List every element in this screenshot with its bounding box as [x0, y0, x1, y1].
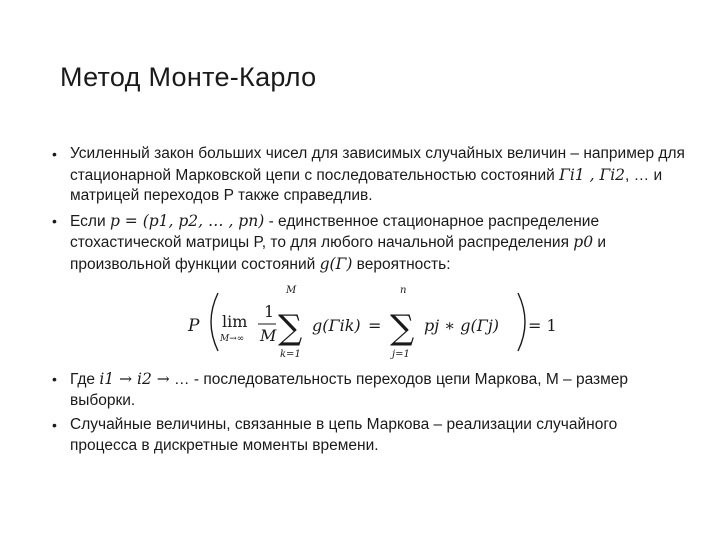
formula-lim-sub: M→∞ [220, 334, 245, 344]
bullet-2 [48, 211, 688, 276]
bullet-3-math-transitions: i1 → i2 → [99, 370, 170, 388]
sum2-sign: ∑ [390, 308, 415, 348]
formula-term2: pj ∗ g(Γj) [424, 316, 500, 335]
formula-term1: g(Γik) [312, 316, 361, 335]
bullet-2-math-p0: p0 [573, 233, 594, 251]
bullet-4-text-a: Случайные величины, связанные в цепь Маркова – реализации случайного процесса в дискретные моменты времени. [70, 416, 618, 454]
bullet-1-text-b: , … и матрицей переходов P также справедлив. [70, 166, 663, 204]
formula-p: P [188, 316, 200, 336]
bullet-2-text-a: Если [70, 212, 110, 230]
formula-sum1-bottom: k=1 [280, 349, 301, 360]
bullet-1-text-a: Усиленный закон больших чисел для зависимых случайных величин – например для стационарной Марковской цепи с последовательностью состояний [70, 145, 685, 184]
formula-svg [178, 279, 618, 365]
formula-equals1: = [368, 316, 382, 335]
left-paren [211, 293, 218, 351]
bullet-1-math-states: Γi1 , Γi2 [559, 165, 626, 184]
bullet-2-math-distribution: p = (p1, p2, … , pn) [109, 211, 265, 230]
bullet-2-text-c: и произвольной функции состояний [70, 234, 607, 273]
bullet-1 [48, 144, 688, 207]
bullet-list [48, 144, 688, 460]
formula-sum2-bottom: j=1 [392, 349, 410, 360]
bullet-2-text-b: - единственное стационарное распределение стохастической матрицы P, то для любого начальной распределения [70, 212, 600, 251]
bullet-dot: • [52, 371, 57, 387]
bullet-dot: • [52, 212, 57, 229]
bullet-3-text-b: … - последовательность переходов цепи Маркова, M – размер выборки. [70, 371, 629, 409]
slide-title: Метод Монте-Карло [60, 62, 317, 92]
bullet-3-text-a: Где [70, 371, 100, 388]
right-paren [518, 293, 525, 351]
sum1-sign: ∑ [278, 308, 303, 348]
bullet-dot: • [52, 417, 57, 433]
formula-frac-den: M [260, 326, 277, 345]
formula-lim: lim [222, 312, 248, 331]
formula-sum2-top: n [400, 285, 407, 296]
bullet-3 [48, 369, 688, 411]
formula-sum1-top: M [286, 285, 297, 296]
bullet-4 [48, 415, 688, 456]
formula-frac-num: 1 [264, 302, 275, 321]
formula-equals2: = 1 [528, 316, 557, 335]
formula-block [48, 279, 688, 365]
bullet-2-text-d: вероятность: [352, 255, 451, 273]
bullet-2-math-g: g(Γ) [319, 254, 353, 273]
bullet-dot: • [52, 146, 57, 162]
